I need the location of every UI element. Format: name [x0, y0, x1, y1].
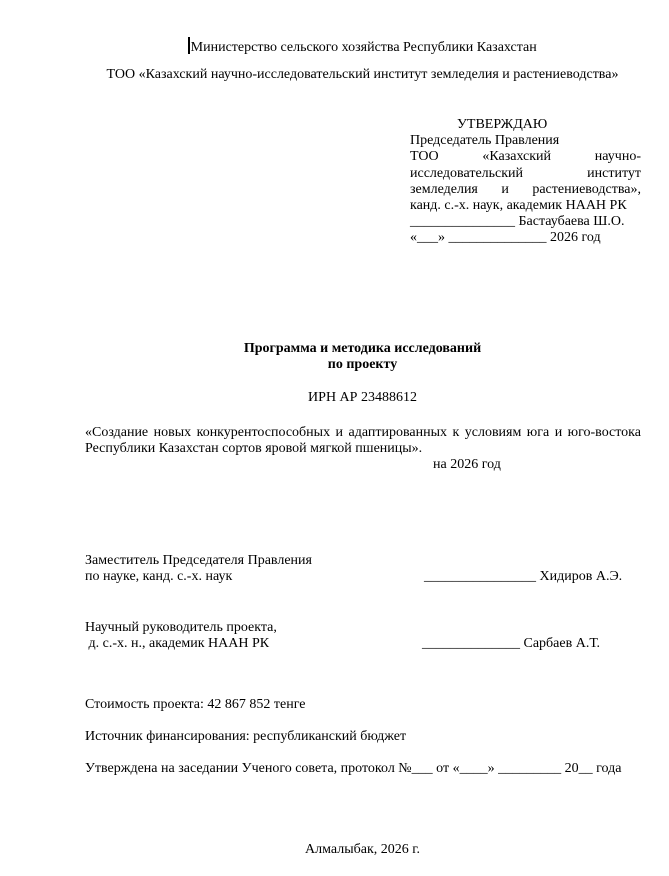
approval-heading: УТВЕРЖДАЮ: [457, 117, 548, 132]
approval-block: [410, 117, 641, 247]
approval-position: Председатель Правления: [410, 133, 560, 149]
title-line-2: по проекту: [327, 357, 398, 373]
footer-place-year: [85, 842, 640, 858]
project-cost-line: Стоимость проекта: 42 867 852 тенге: [85, 697, 306, 712]
irn-number: ИРН АР 23488612: [308, 390, 417, 405]
header-ministry-line: [85, 37, 640, 56]
organization-name: ТОО «Казахский научно-исследовательский институт земледелия и растениеводства»: [106, 67, 619, 82]
document-title: [85, 341, 640, 373]
approval-date-line: «___» ______________ 2026 год: [410, 230, 601, 246]
deputy-signature-line: ________________ Хидиров А.Э.: [424, 569, 623, 584]
approval-signature-line: _______________ Бастаубаева Ш.О.: [410, 214, 625, 230]
council-approval-line: Утверждена на заседании Ученого совета, протокол №___ от «____» _________ 20__ года: [85, 761, 622, 776]
footer-text: Алмалыбак, 2026 г.: [305, 842, 420, 857]
title-line-1: Программа и методика исследований: [243, 341, 482, 356]
supervisor-role-line-1: Научный руководитель проекта,: [85, 620, 277, 635]
approval-degree-line: канд. с.-х. наук, академик НААН РК: [410, 198, 627, 214]
funding-source-line: Источник финансирования: республиканский бюджет: [85, 729, 407, 744]
irn-line: [85, 390, 640, 406]
approval-org-line-1: ТОО «Казахский научно-: [410, 149, 641, 165]
supervisor-signature-line: ______________ Сарбаев А.Т.: [422, 636, 600, 651]
header-organization-line: [85, 67, 640, 83]
deputy-role-line-2: по науке, канд. с.-х. наук: [85, 569, 233, 584]
ministry-name: Министерство сельского хозяйства Республики Казахстан: [190, 40, 537, 55]
supervisor-role-line-2: д. с.-х. н., академик НААН РК: [85, 636, 270, 651]
approval-org-line-3: земледелия и растениеводства»,: [410, 181, 641, 197]
text-cursor-caret: [188, 37, 189, 54]
project-name-block: [85, 425, 641, 457]
project-name-line-1: «Создание новых конкурентоспособных и адаптированных к условиям юга и юго-востока: [85, 425, 641, 440]
project-year-line: на 2026 год: [433, 457, 501, 472]
project-name-line-2: Республики Казахстан сортов яровой мягкой пшеницы».: [85, 441, 423, 457]
approval-org-line-2: исследовательский институт: [410, 165, 641, 181]
deputy-role-line-1: Заместитель Председателя Правления: [85, 553, 312, 568]
